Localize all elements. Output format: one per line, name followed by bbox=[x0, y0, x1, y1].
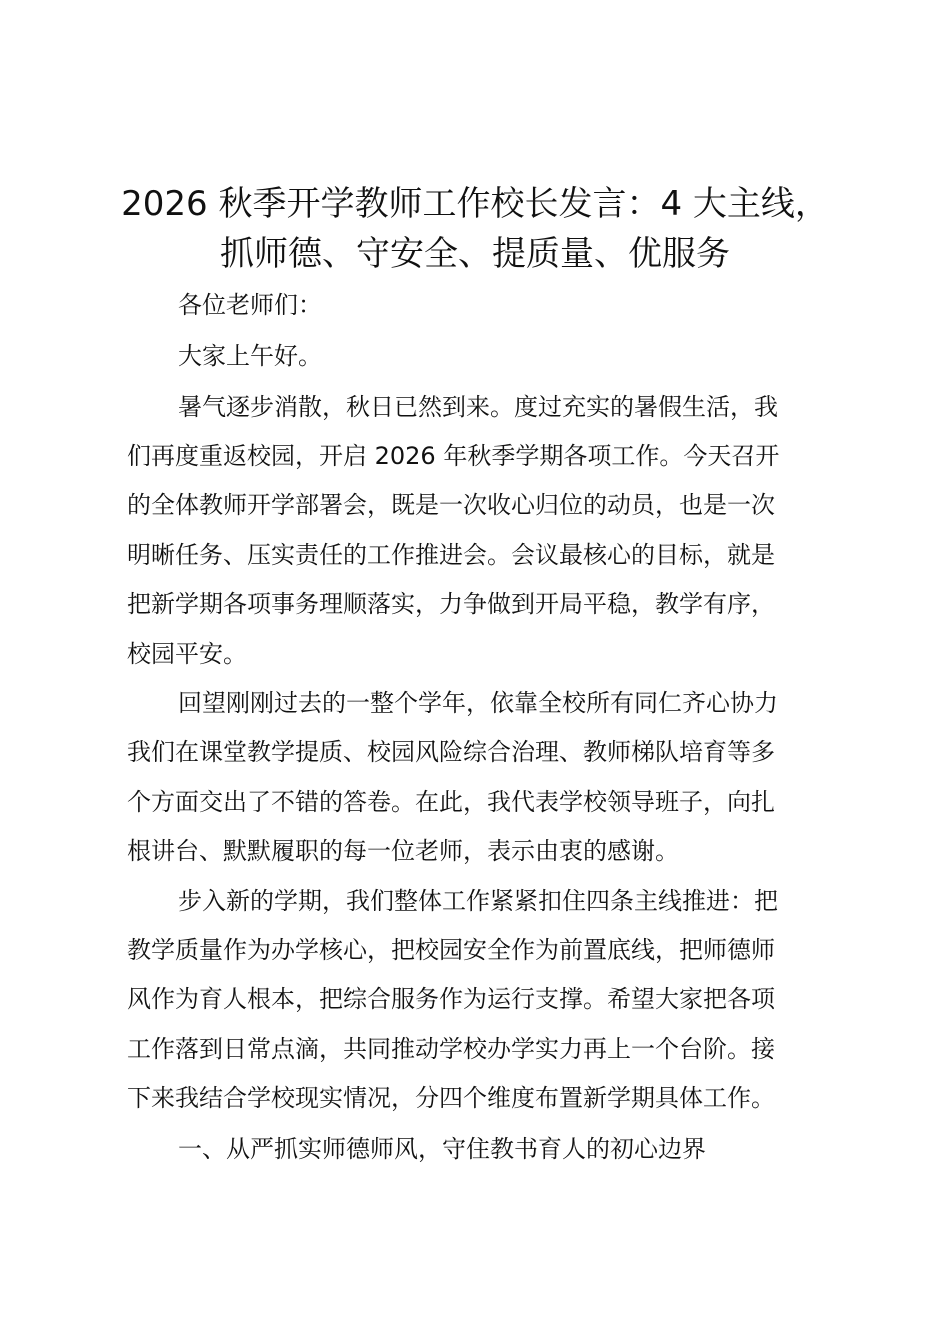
section-1-heading: 一、从严抓实师德师风，守住教书育人的初心边界 bbox=[178, 1135, 706, 1163]
paragraph-3-line-1: 步入新的学期，我们整体工作紧紧扣住四条主线推进：把 bbox=[178, 887, 778, 915]
greeting: 大家上午好。 bbox=[178, 342, 322, 370]
paragraph-3-line-2: 教学质量作为办学核心，把校园安全作为前置底线，把师德师 bbox=[127, 936, 775, 964]
paragraph-1-line-5: 把新学期各项事务理顺落实，力争做到开局平稳，教学有序， bbox=[127, 590, 775, 618]
paragraph-3-line-4: 工作落到日常点滴，共同推动学校办学实力再上一个台阶。接 bbox=[127, 1035, 775, 1063]
paragraph-1-line-1: 暑气逐步消散，秋日已然到来。度过充实的暑假生活，我 bbox=[178, 393, 778, 421]
paragraph-1-line-3: 的全体教师开学部署会，既是一次收心归位的动员，也是一次 bbox=[127, 491, 775, 519]
salutation: 各位老师们： bbox=[178, 291, 322, 319]
paragraph-1-line-2: 们再度重返校园，开启 2026 年秋季学期各项工作。今天召开 bbox=[127, 442, 780, 470]
paragraph-2-line-4: 根讲台、默默履职的每一位老师，表示由衷的感谢。 bbox=[127, 837, 679, 865]
document-title-line-2: 抓师德、守安全、提质量、优服务 bbox=[220, 234, 730, 274]
paragraph-3-line-3: 风作为育人根本，把综合服务作为运行支撑。希望大家把各项 bbox=[127, 985, 775, 1013]
paragraph-2-line-1: 回望刚刚过去的一整个学年，依靠全校所有同仁齐心协力 bbox=[178, 689, 778, 717]
paragraph-2-line-2: 我们在课堂教学提质、校园风险综合治理、教师梯队培育等多 bbox=[127, 738, 775, 766]
paragraph-3-line-5: 下来我结合学校现实情况，分四个维度布置新学期具体工作。 bbox=[127, 1084, 775, 1112]
paragraph-1-line-4: 明晰任务、压实责任的工作推进会。会议最核心的目标，就是 bbox=[127, 541, 775, 569]
paragraph-2-line-3: 个方面交出了不错的答卷。在此，我代表学校领导班子，向扎 bbox=[127, 788, 775, 816]
document-title-line-1: 2026 秋季开学教师工作校长发言：4 大主线， bbox=[121, 184, 829, 224]
paragraph-1-line-6: 校园平安。 bbox=[127, 640, 247, 668]
